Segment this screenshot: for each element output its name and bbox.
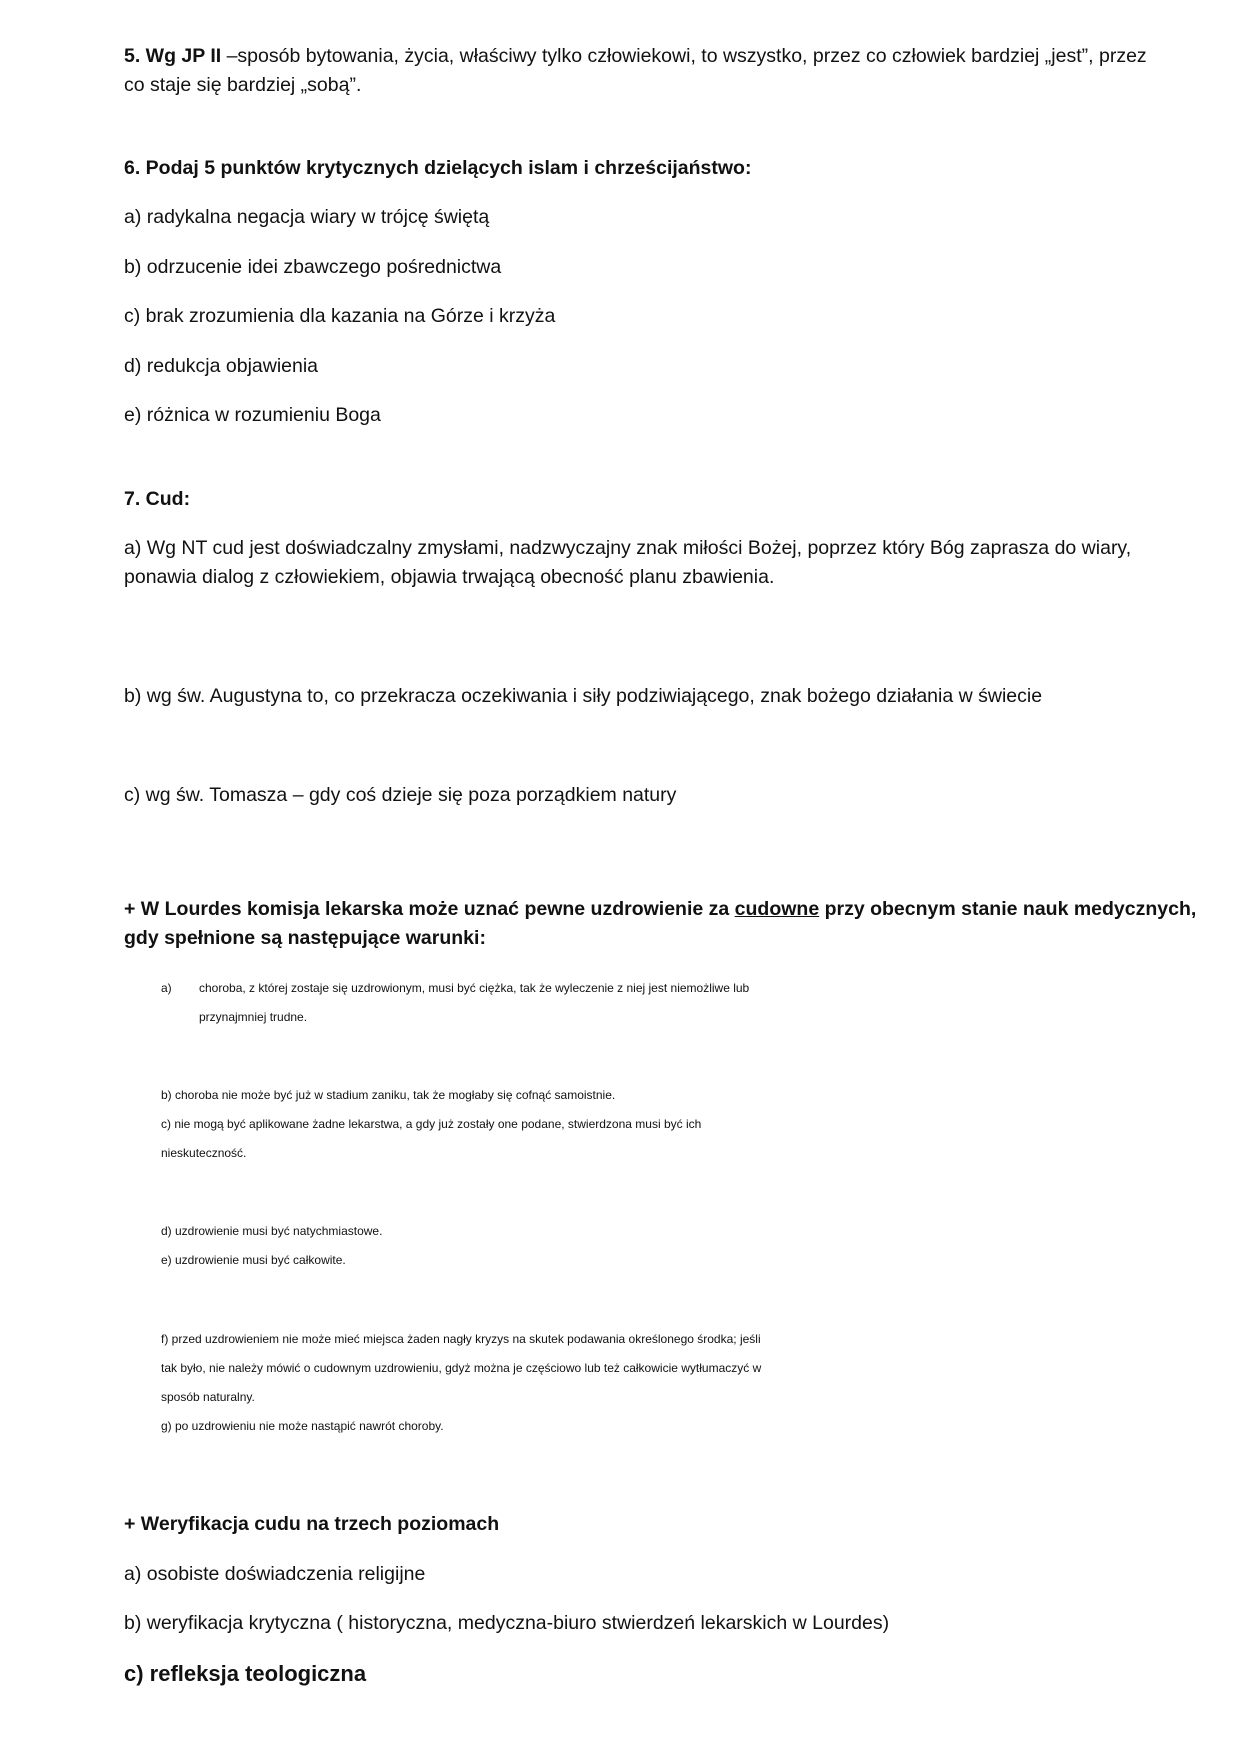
lourdes-heading-post: przy obecnym stanie nauk medycznych, — [819, 898, 1197, 920]
q5-line-2: co staje się bardziej „sobą”. — [124, 74, 362, 96]
q5-text-1: –sposób bytowania, życia, właściwy tylko człowiekowi, to wszystko, przez co człowiek bardziej „jest”, przez — [221, 45, 1147, 67]
q6-item-e: e) różnica w rozumieniu Boga — [124, 404, 381, 426]
lourdes-e: e) uzdrowienie musi być całkowite. — [161, 1253, 346, 1267]
lourdes-f-line-2: tak było, nie należy mówić o cudownym uzdrowieniu, gdyż można je częściowo lub też całkowicie wytłumaczyć w — [161, 1361, 762, 1375]
q6-item-b: b) odrzucenie idei zbawczego pośrednictwa — [124, 256, 502, 278]
weryfikacja-c: c) refleksja teologiczna — [124, 1661, 367, 1686]
lourdes-d: d) uzdrowienie musi być natychmiastowe. — [161, 1224, 383, 1238]
q6-item-c: c) brak zrozumienia dla kazania na Górze i krzyża — [124, 305, 556, 327]
q7-a-line-1: a) Wg NT cud jest doświadczalny zmysłami, nadzwyczajny znak miłości Bożej, poprzez który Bóg zaprasza do wiary, — [124, 537, 1132, 559]
q7-a-line-2: ponawia dialog z człowiekiem, objawia trwającą obecność planu zbawienia. — [124, 566, 775, 588]
lourdes-heading-2: gdy spełnione są następujące warunki: — [124, 927, 486, 949]
weryfikacja-a: a) osobiste doświadczenia religijne — [124, 1563, 426, 1585]
lourdes-heading-pre: + W Lourdes komisja lekarska może uznać pewne uzdrowienie za — [124, 898, 735, 920]
lourdes-heading-1 — [124, 895, 1224, 924]
q5-line-1 — [124, 42, 1224, 71]
lourdes-f-line-1: f) przed uzdrowieniem nie może mieć miejsca żaden nagły kryzys na skutek podawania określonego środka; jeśli — [161, 1332, 761, 1346]
lourdes-c-line-2: nieskuteczność. — [161, 1146, 247, 1160]
q6-item-a: a) radykalna negacja wiary w trójcę świętą — [124, 206, 490, 228]
q7-b: b) wg św. Augustyna to, co przekracza oczekiwania i siły podziwiającego, znak bożego działania w świecie — [124, 685, 1043, 707]
q6-item-d: d) redukcja objawienia — [124, 355, 319, 377]
lourdes-c-line-1: c) nie mogą być aplikowane żadne lekarstwa, a gdy już zostały one podane, stwierdzona musi być ich — [161, 1117, 702, 1131]
q6-title: 6. Podaj 5 punktów krytycznych dzielących islam i chrześcijaństwo: — [124, 157, 752, 179]
weryfikacja-b: b) weryfikacja krytyczna ( historyczna, medyczna-biuro stwierdzeń lekarskich w Lourdes) — [124, 1612, 890, 1634]
lourdes-b: b) choroba nie może być już w stadium zaniku, tak że mogłaby się cofnąć samoistnie. — [161, 1088, 616, 1102]
q7-c: c) wg św. Tomasza – gdy coś dzieje się poza porządkiem natury — [124, 784, 677, 806]
lourdes-g: g) po uzdrowieniu nie może nastąpić nawrót choroby. — [161, 1419, 444, 1433]
lourdes-a-line-2: przynajmniej trudne. — [199, 1010, 308, 1024]
lourdes-a-marker: a) — [161, 981, 172, 995]
q7-title: 7. Cud: — [124, 488, 191, 510]
lourdes-a-text-1: choroba, z której zostaje się uzdrowionym, musi być ciężka, tak że wyleczenie z niej jest niemożliwe lub — [199, 981, 750, 995]
lourdes-a-line-1 — [161, 974, 1240, 1003]
weryfikacja-title: + Weryfikacja cudu na trzech poziomach — [124, 1513, 500, 1535]
q5-number: 5. Wg JP II — [124, 45, 222, 67]
lourdes-heading-underlined: cudowne — [734, 898, 820, 920]
lourdes-f-line-3: sposób naturalny. — [161, 1390, 255, 1404]
